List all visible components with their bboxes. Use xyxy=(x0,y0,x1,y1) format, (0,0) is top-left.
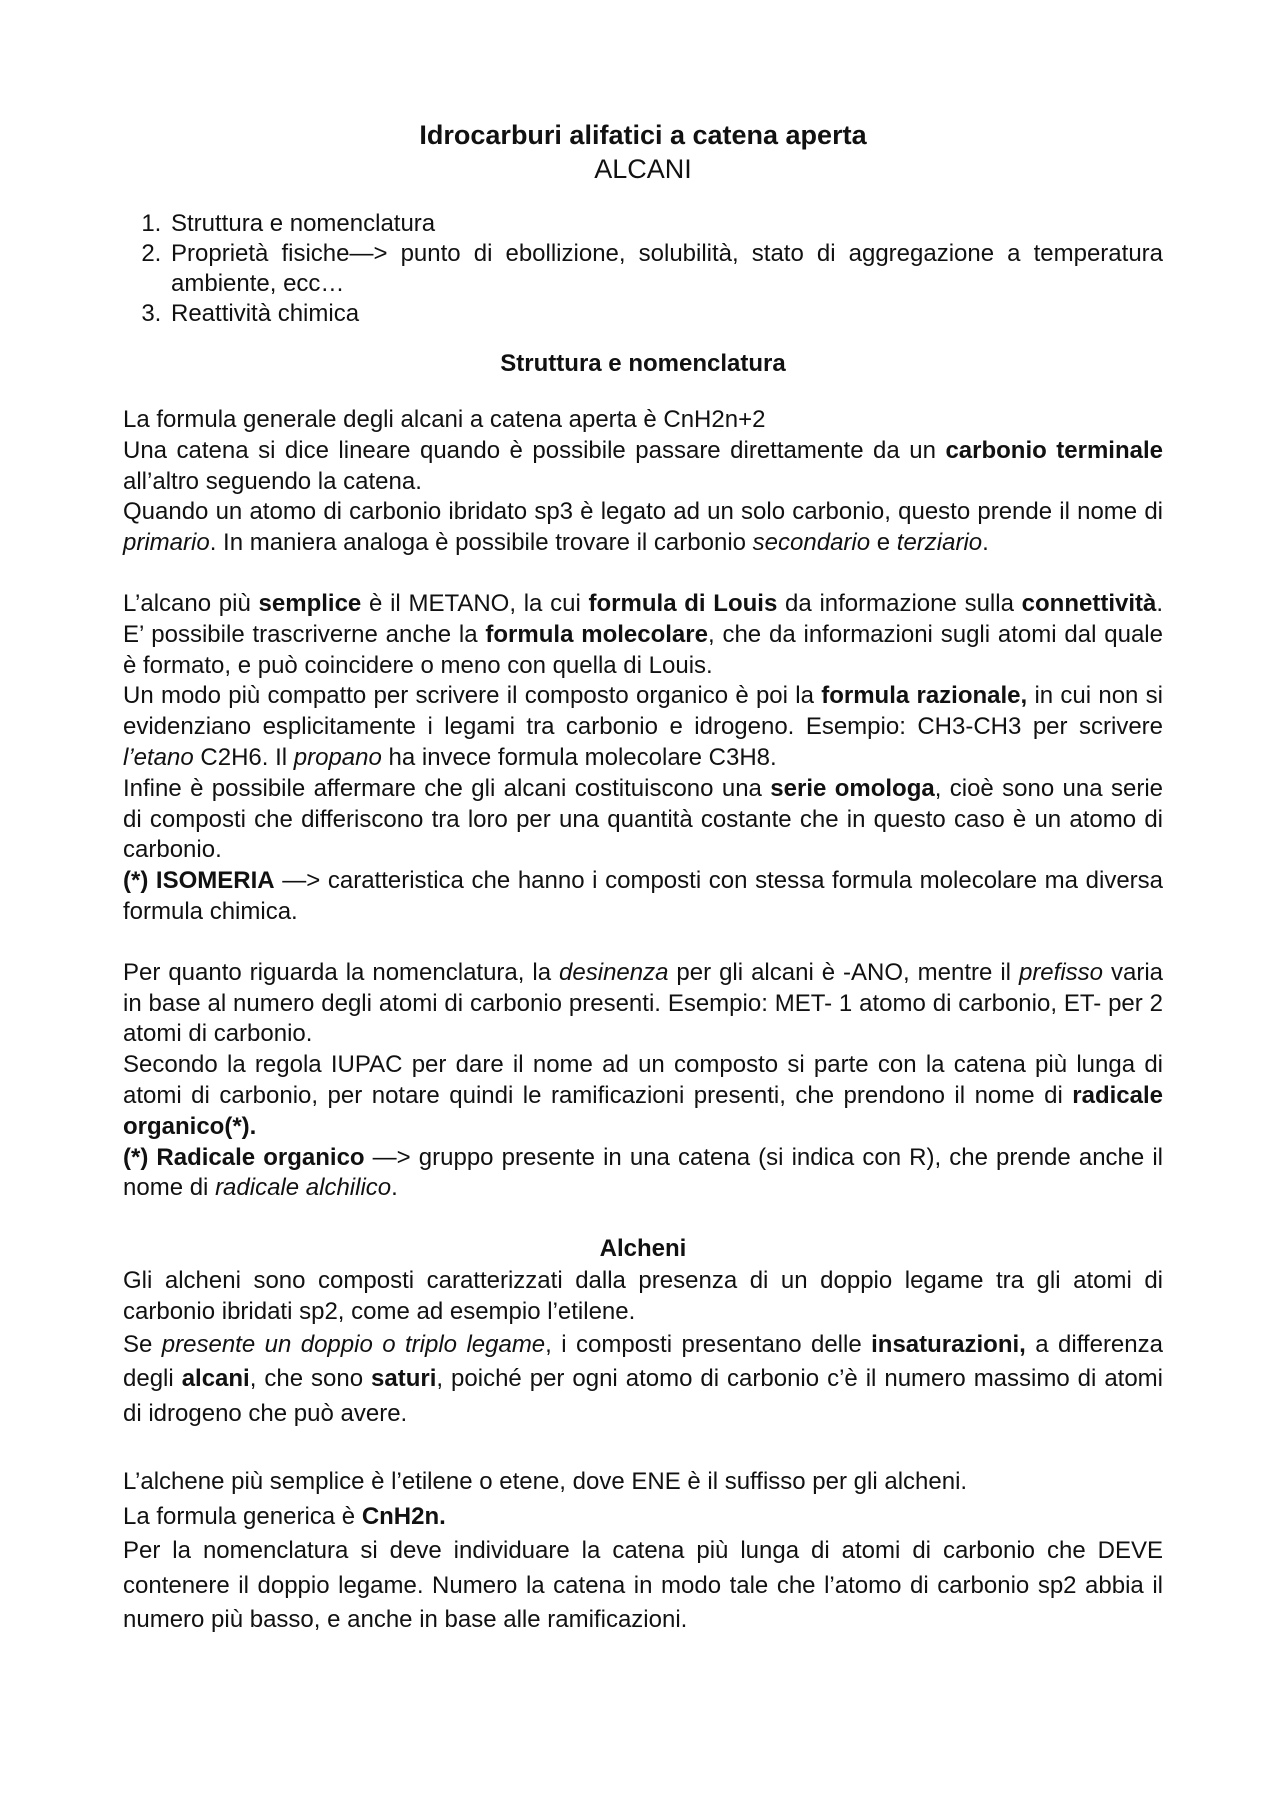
paragraph: La formula generale degli alcani a catena aperta è CnH2n+2 xyxy=(123,406,766,433)
paragraph: La formula generica è CnH2n. xyxy=(123,1502,446,1530)
paragraph: L’alchene più semplice è l’etilene o etene, dove ENE è il suffisso per gli alcheni. xyxy=(123,1468,968,1496)
section-heading-structure: Struttura e nomenclatura xyxy=(500,350,786,377)
paragraph: L’alcano più semplice è il METANO, la cui formula di Louis da informazione sulla connettività. E’ possibile trascriverne anche la formula molecolare, che da informazioni sugli atomi dal quale è formato, e può coincidere o meno con quella di Louis. xyxy=(123,589,1164,679)
paragraph: Quando un atomo di carbonio ibridato sp3 è legato ad un solo carbonio, questo prende il nome di primario. In maniera analoga è possibile trovare il carbonio secondario e terziario. xyxy=(123,498,1163,557)
document-page xyxy=(123,118,1163,1638)
paragraph: Secondo la regola IUPAC per dare il nome ad un composto si parte con la catena più lunga di atomi di carbonio, per notare quindi le ramificazioni presenti, che prendono il nome di radicale organico(*). xyxy=(123,1051,1163,1140)
paragraph: Un modo più compatto per scrivere il composto organico è poi la formula razionale, in cui non si evidenziano esplicitamente i legami tra carbonio e idrogeno. Esempio: CH3-CH3 per scrivere l’etano C2H6. Il propano ha invece formula molecolare C3H8. xyxy=(123,682,1163,771)
paragraph: Per quanto riguarda la nomenclatura, la desinenza per gli alcani è -ANO, mentre il prefisso varia in base al numero degli atomi di carbonio presenti. Esempio: MET- 1 atomo di carbonio, ET- per 2 atomi di carbonio. xyxy=(123,958,1163,1048)
spacer xyxy=(123,1204,1163,1234)
paragraph: (*) Radicale organico —> gruppo presente in una catena (si indica con R), che prende anche il nome di radicale alchilico. xyxy=(123,1143,1163,1202)
section-heading-alkenes: Alcheni xyxy=(599,1235,687,1263)
paragraph: (*) ISOMERIA —> caratteristica che hanno i composti con stessa formula molecolare ma diversa formula chimica. xyxy=(123,867,1164,925)
spacer xyxy=(123,1431,1163,1465)
spacer xyxy=(123,559,1163,589)
toc-item: 1. Struttura e nomenclatura xyxy=(168,209,1163,239)
paragraph: Una catena si dice lineare quando è possibile passare direttamente da un carbonio terminale all’altro seguendo la catena. xyxy=(123,436,1163,495)
paragraph: Per la nomenclatura si deve individuare la catena più lunga di atomi di carbonio che DEVE contenere il doppio legame. Numero la catena in modo tale che l’atomo di carbonio sp2 abbia il numero più basso, e anche in base alle ramificazioni. xyxy=(123,1537,1163,1634)
document-title: Idrocarburi alifatici a catena aperta xyxy=(419,120,867,150)
paragraph: Gli alcheni sono composti caratterizzati dalla presenza di un doppio legame tra gli atomi di carbonio ibridati sp2, come ad esempio l’etilene. xyxy=(123,1267,1163,1325)
toc-item: 3. Reattività chimica xyxy=(168,299,1163,329)
paragraph: Se presente un doppio o triplo legame, i composti presentano delle insaturazioni, a differenza degli alcani, che sono saturi, poiché per ogni atomo di carbonio c’è il numero massimo di atomi di idrogeno che può avere. xyxy=(123,1330,1164,1427)
toc-item: 2. Proprietà fisiche—> punto di ebollizione, solubilità, stato di aggregazione a temperatura ambiente, ecc… xyxy=(168,239,1163,299)
document-subtitle: ALCANI xyxy=(594,154,692,184)
table-of-contents xyxy=(123,209,1163,329)
spacer xyxy=(123,928,1163,958)
paragraph: Infine è possibile affermare che gli alcani costituiscono una serie omologa, cioè sono una serie di composti che differiscono tra loro per una quantità costante che in questo caso è un atomo di carbonio. xyxy=(123,774,1163,864)
